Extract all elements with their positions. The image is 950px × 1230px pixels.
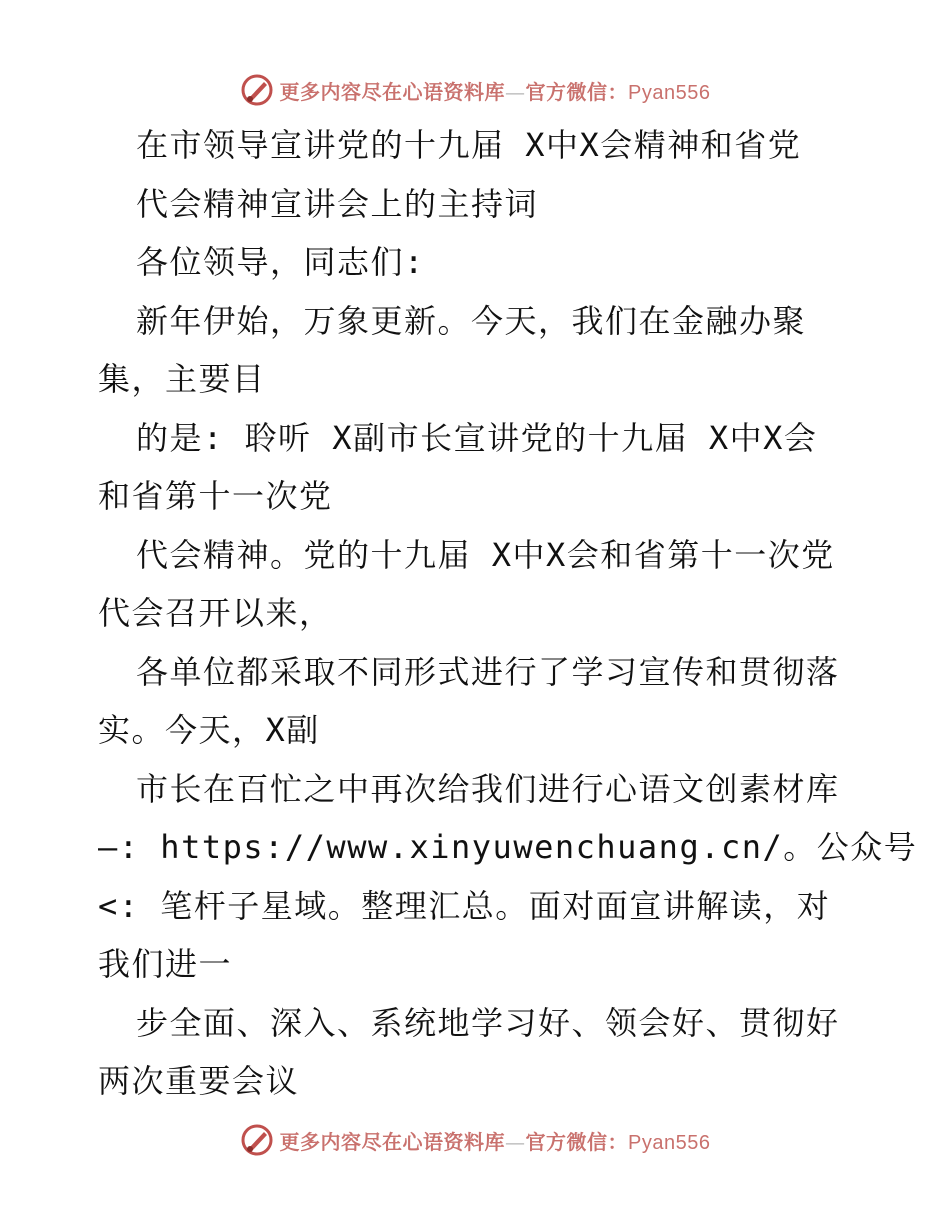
- document-body: [0, 116, 950, 1111]
- text-line: 各位领导，同志们:: [136, 243, 425, 281]
- text-line: 在市领导宣讲党的十九届 X中X会精神和省党: [136, 126, 802, 164]
- text-line: 我们进一: [98, 945, 233, 983]
- banner-text: 更多内容尽在心语资料库—官方微信：Pyan556: [279, 1129, 711, 1154]
- text-line: 新年伊始，万象更新。今天，我们在金融办聚: [136, 301, 807, 340]
- brush-logo-icon: [240, 1123, 274, 1157]
- brush-logo-icon: [240, 73, 274, 107]
- text-line: 代会精神宣讲会上的主持词: [136, 184, 539, 223]
- text-line: <: 笔杆子星域。整理汇总。面对面宣讲解读，对: [98, 886, 831, 925]
- text-line: 市长在百忙之中再次给我们进行心语文创素材库: [136, 769, 840, 808]
- text-line: 集，主要目: [98, 360, 266, 398]
- text-line: 步全面、深入、系统地学习好、领会好、贯彻好: [136, 1003, 840, 1042]
- text-line: —: https://www.xinyuwenchuang.cn/。公众号: [98, 828, 918, 866]
- footer-banner: [0, 1120, 950, 1160]
- text-line: 和省第十一次党: [98, 477, 333, 515]
- text-line: 代会召开以来，: [98, 594, 333, 632]
- header-banner: [0, 70, 950, 110]
- text-line: 实。今天，X副: [98, 711, 320, 749]
- text-line: 两次重要会议: [98, 1062, 300, 1100]
- text-line: 各单位都采取不同形式进行了学习宣传和贯彻落: [136, 652, 840, 691]
- banner-text: 更多内容尽在心语资料库—官方微信：Pyan556: [279, 79, 711, 104]
- text-line: 代会精神。党的十九届 X中X会和省第十一次党: [136, 535, 835, 574]
- text-line: 的是: 聆听 X副市长宣讲党的十九届 X中X会: [136, 418, 818, 457]
